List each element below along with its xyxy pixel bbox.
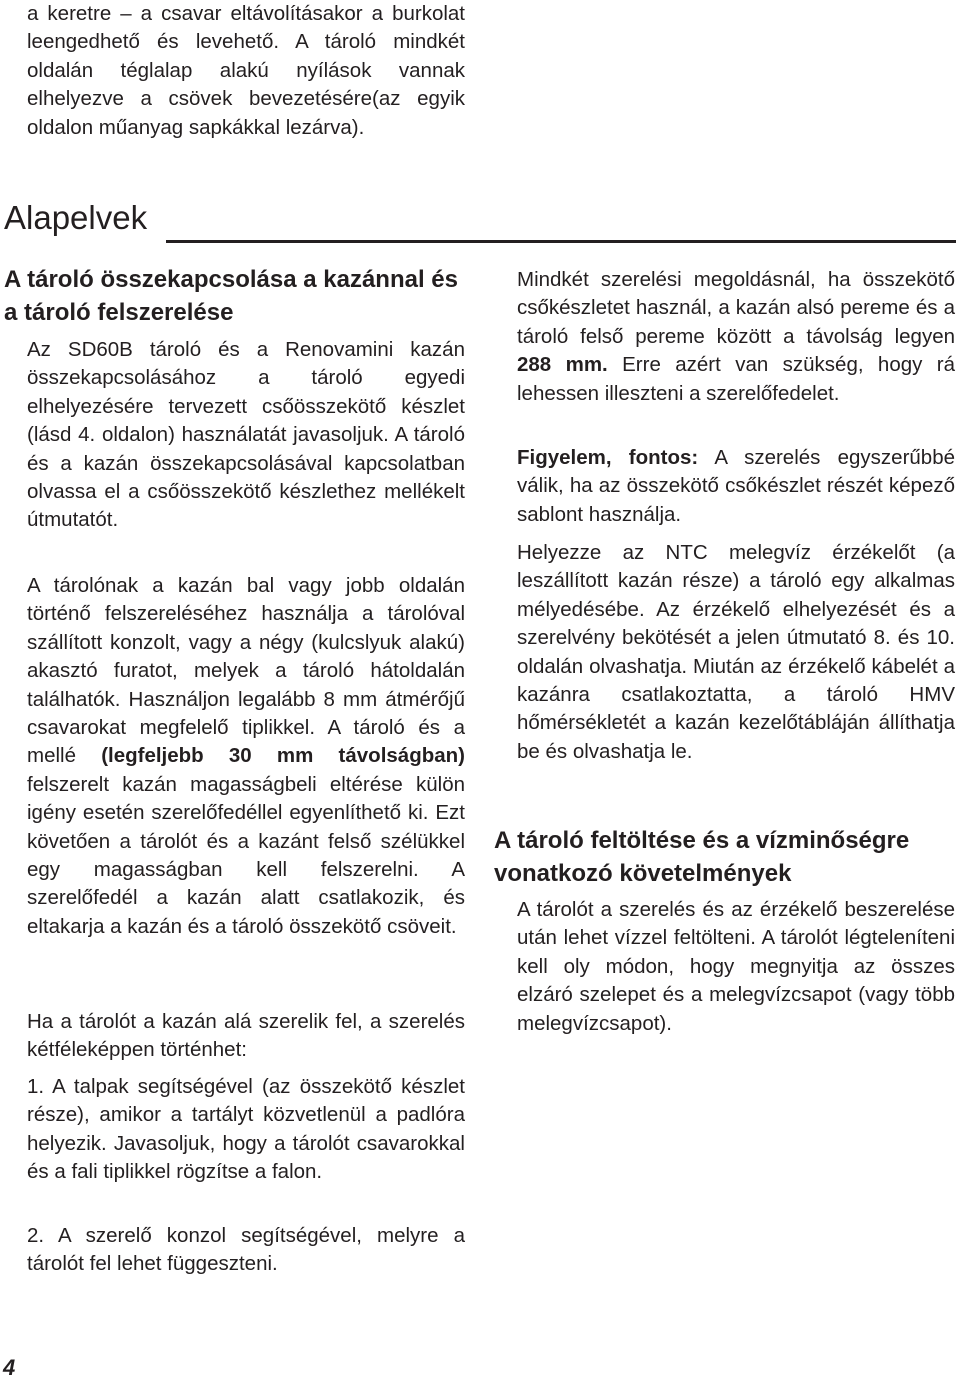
intro-paragraph: a keretre – a csavar eltávolításakor a burkolat leengedhető és levehető. A tároló mindkét oldalán téglalap alakú nyílások vannak elhelyezve a csövek bevezetésére(az egyik oldalon műanyag sapkákkal lezárva). — [27, 2, 465, 139]
paragraph-connection-kit: Az SD60B tároló és a Renovamini kazán összekapcsolásához a tároló egyedi elhelyezésére tervezett csőösszekötő készlet (lásd 4. oldalon) használatát javasoljuk. A tároló és a kazán összekapcsolásával kapcsolatban olvassa el a csőösszekötő készlethez mellékelt útmutatót. — [27, 338, 465, 532]
list-item-feet: 1. A talpak segítségével (az összekötő készlet része), amikor a tartályt közvetlenül a padlóra helyezik. Javasoljuk, hogy a tárolót csavarokkal és a fali tiplikkel rögzítse a falon. — [27, 1075, 465, 1184]
distance-value: 288 mm. — [517, 353, 608, 377]
section-title: Alapelvek — [4, 199, 148, 236]
paragraph-distance-text-a: Mindkét szerelési megoldásnál, ha összekötő csőkészletet használ, a kazán alsó pereme és a tároló felső pereme között a távolság legyen — [517, 268, 955, 348]
paragraph-mounting-text-b: felszerelt kazán magasságbeli eltérése külön igény esetén szerelőfedéllel egyenlíthető ki. Ezt követően a tárolót és a kazánt felső szélükkel egy magasságban kell felszerelni. A szerelőfedél a kazán alatt csatlakozik, és eltakarja a kazán és a tároló összekötő csöveit. — [27, 772, 465, 938]
paragraph-distance — [517, 266, 955, 408]
paragraph-distance-text-b: Erre azért van szükség, hogy rá lehessen illeszteni a szerelőfedelet. — [517, 353, 955, 405]
paragraph-ntc-sensor: Helyezze az NTC melegvíz érzékelőt (a leszállított kazán része) a tároló egy alkalmas mélyedésébe. Az érzékelő elhelyezését és a szerelvény bekötését a jelen útmutató 8. és 10. oldalán olvashatja. Miután az érzékelő kábelét a kazánra csatlakoztatta, a tároló HMV hőmérsékletét a kazán kezelőtábláján állíthatja be és olvashatja le. — [517, 541, 955, 763]
paragraph-mounting-text-a: A tárolónak a kazán bal vagy jobb oldalán történő felszereléséhez használja a tárolóval szállított konzolt, vagy a négy (kulcslyuk alakú) akasztó furatot, melyek a tároló hátoldalán találhatók. Használjon legalább 8 mm átmérőjű csavarokat megfelelő tiplikkel. A tároló és a mellé — [27, 574, 465, 768]
title-rule — [166, 240, 956, 243]
paragraph-important-note — [517, 444, 955, 529]
paragraph-mounting-emphasis: (legfeljebb 30 mm távolságban) — [101, 744, 465, 768]
list-item-bracket: 2. A szerelő konzol segítségével, melyre a tárolót fel lehet függeszteni. — [27, 1224, 465, 1276]
paragraph-mounting — [27, 572, 465, 941]
section-heading-connection: A tároló összekapcsolása a kazánnal és a tároló felszerelése — [4, 266, 458, 326]
section-heading-filling: A tároló feltöltése és a vízminőségre vonatkozó követelmények — [494, 827, 910, 887]
paragraph-filling: A tárolót a szerelés és az érzékelő beszerelése után lehet vízzel feltölteni. A tárolót légteleníteni kell oly módon, hogy megnyitja az összes elzáró szelepet és a melegvízcsapot (vagy több melegvízcsapot). — [517, 898, 955, 1035]
paragraph-under-mounting: Ha a tárolót a kazán alá szerelik fel, a szerelés kétféleképpen történhet: — [27, 1010, 465, 1062]
page-number: 4 — [3, 1355, 16, 1380]
paragraph-important-text: A szerelés egyszerűbbé válik, ha az összekötő csőkészlet részét képező sablont használja. — [517, 446, 955, 526]
important-label: Figyelem, fontos: — [517, 446, 699, 469]
